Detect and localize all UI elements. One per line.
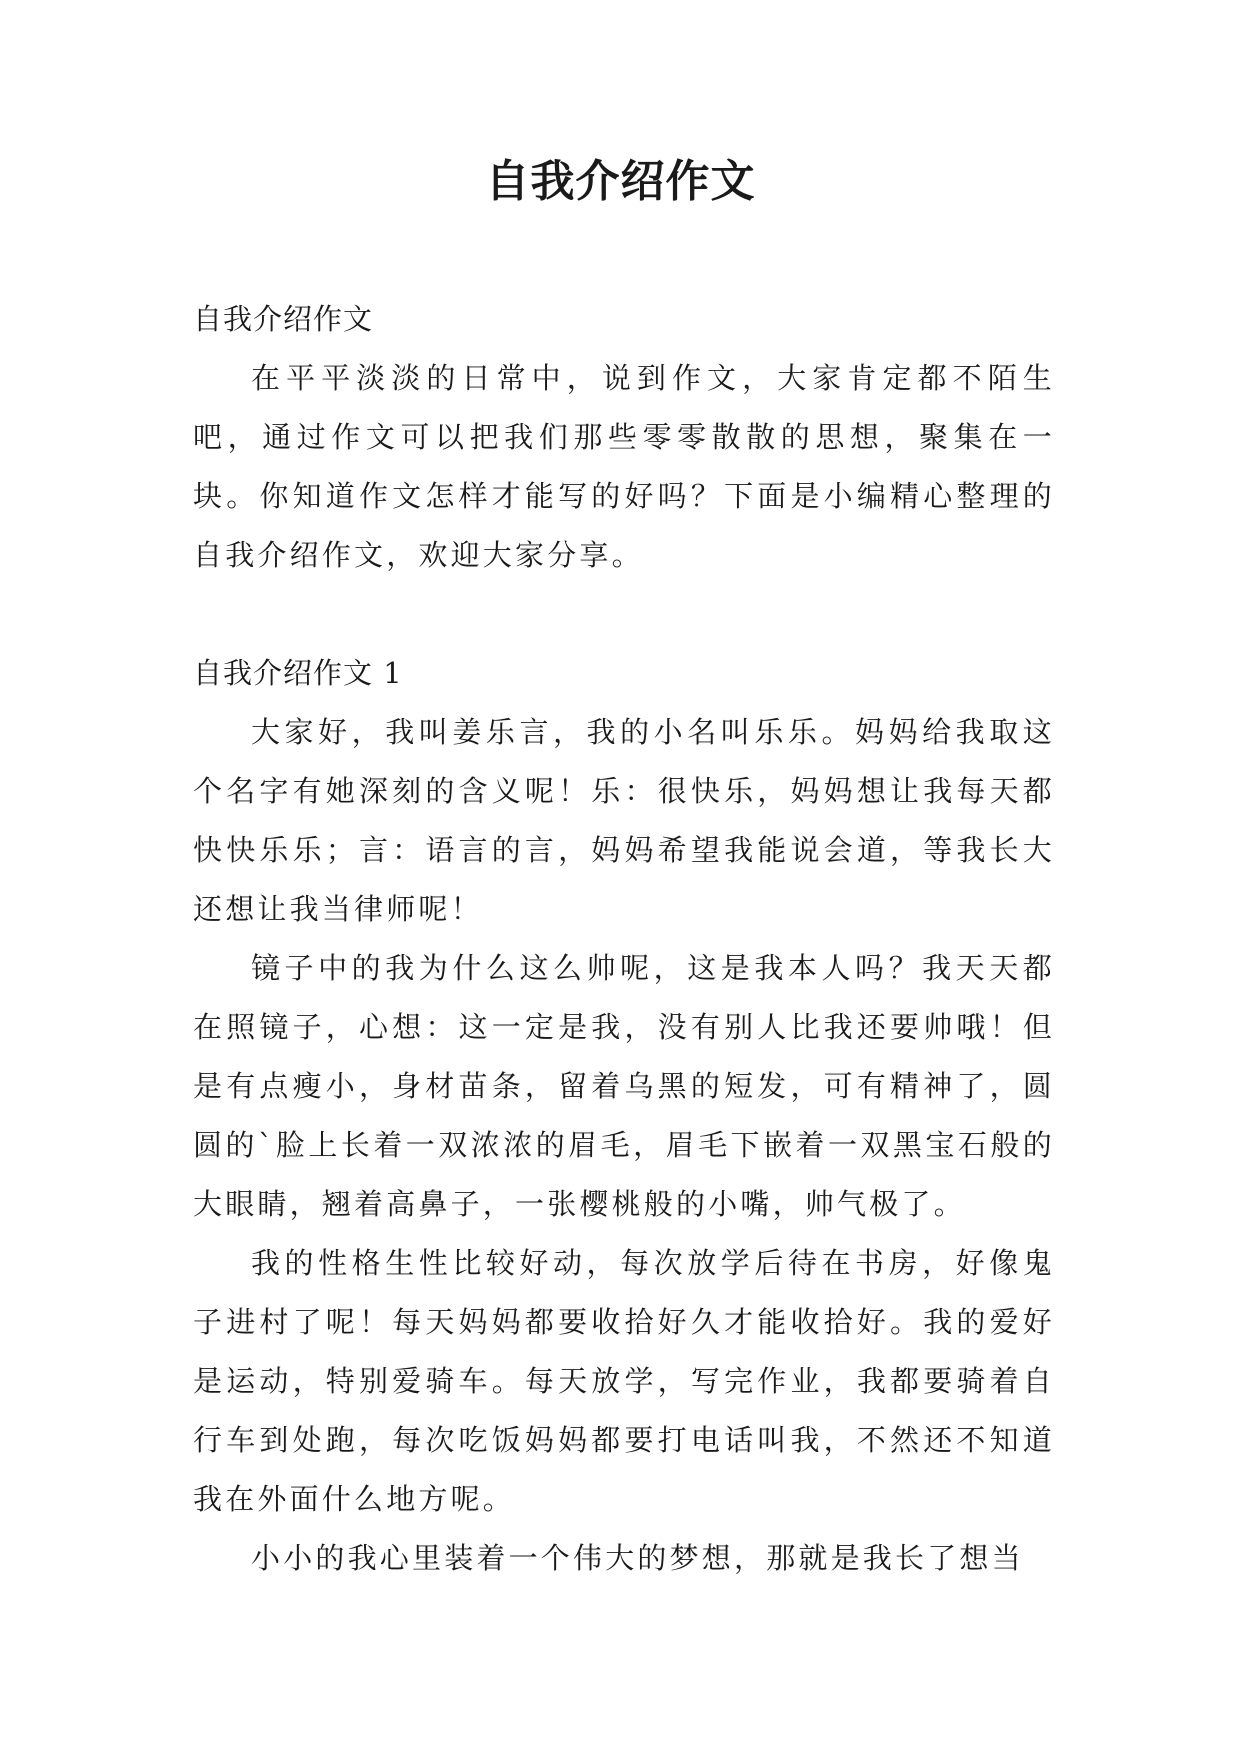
intro-paragraph: 在平平淡淡的日常中，说到作文，大家肯定都不陌生吧，通过作文可以把我们那些零零散散的思想，聚集在一块。你知道作文怎样才能写的好吗？下面是小编精心整理的自我介绍作文，欢迎大家分享。 [193,361,1055,572]
body-paragraph: 大家好，我叫姜乐言，我的小名叫乐乐。妈妈给我取这个名字有她深刻的含义呢！乐：很快乐，妈妈想让我每天都快快乐乐；言：语言的言，妈妈希望我能说会道，等我长大还想让我当律师呢！ [193,715,1055,926]
body-paragraph: 小小的我心里装着一个伟大的梦想，那就是我长了想当 [251,1541,1024,1575]
document-body [193,290,1055,1588]
body-paragraph: 我的性格生性比较好动，每次放学后待在书房，好像鬼子进村了呢！每天妈妈都要收拾好久才能收拾好。我的爱好是运动，特别爱骑车。每天放学，写完作业，我都要骑着自行车到处跑，每次吃饭妈妈都要打电话叫我，不然还不知道我在外面什么地方呢。 [193,1246,1055,1516]
section-spacer [193,585,1055,644]
body-paragraph: 镜子中的我为什么这么帅呢，这是我本人吗？我天天都在照镜子，心想：这一定是我，没有别人比我还要帅哦！但是有点瘦小，身材苗条，留着乌黑的短发，可有精神了，圆圆的`脸上长着一双浓浓的眉毛，眉毛下嵌着一双黑宝石般的大眼睛，翘着高鼻子，一张樱桃般的小嘴，帅气极了。 [193,951,1055,1221]
document-title: 自我介绍作文 [485,156,756,207]
section-heading: 自我介绍作文 1 [193,656,403,690]
intro-heading: 自我介绍作文 [193,302,374,336]
